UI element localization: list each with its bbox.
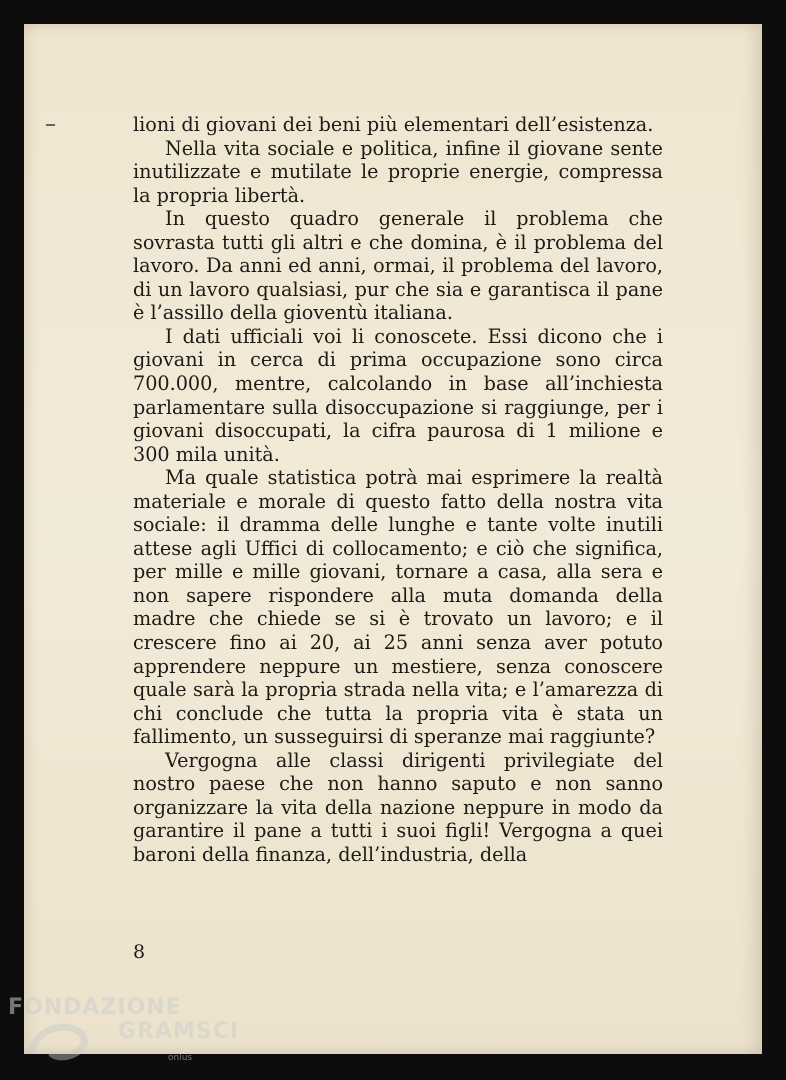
page-number: 8 — [133, 941, 146, 963]
paragraph: Vergogna alle classi dirigenti privilegiate del nostro paese che non hanno saputo e non sanno organizzare la vita della nazione neppure in modo da garantire il pane a tutti i suoi figli! Vergogna a quei baroni della finanza, dell’industria, della — [133, 748, 663, 866]
watermark-line2: GRAMSCI — [118, 1019, 240, 1044]
paragraph: I dati ufficiali voi li conoscete. Essi dicono che i giovani in cerca di prima occupazione sono circa 700.000, mentre, calcolando in base all’inchiesta parlamentare sulla disoccupazione si raggiunge, per i giovani disoccupati, la cifra paurosa di 1 milione e 300 mila unità. — [133, 324, 663, 466]
paragraph: Ma quale statistica potrà mai esprimere la realtà materiale e morale di questo fatto della nostra vita sociale: il dramma delle lunghe e tante volte inutili attese agli Uffici di collocamento; e ciò che significa, per mille e mille giovani, tornare a casa, alla sera e non sapere rispondere alla muta domanda della madre che chiede se si è trovato un lavoro; e il crescere fino ai 20, ai 25 anni senza aver potuto apprendere neppure un mestiere, senza conoscere quale sarà la propria strada nella vita; e l’amarezza di chi conclude che tutta la propria vita è stata un fallimento, un susseguirsi di speranze mai raggiunte? — [133, 466, 663, 749]
body-text — [133, 113, 663, 867]
watermark — [8, 995, 240, 1063]
paragraph: In questo quadro generale il problema che sovrasta tutti gli altri e che domina, è il problema del lavoro. Da anni ed anni, ormai, il problema del lavoro, di un lavoro qualsiasi, pur che sia e garantisca il pane è l’assillo della gioventù italiana. — [133, 207, 663, 325]
margin-mark — [46, 124, 55, 126]
watermark-tag: onlus — [168, 1053, 193, 1063]
paragraph: Nella vita sociale e politica, infine il giovane sente inutilizzate e mutilate le proprie energie, compressa la propria libertà. — [133, 136, 663, 207]
paragraph: lioni di giovani dei beni più elementari dell’esistenza. — [133, 113, 654, 136]
watermark-line1: FONDAZIONE — [8, 995, 182, 1020]
